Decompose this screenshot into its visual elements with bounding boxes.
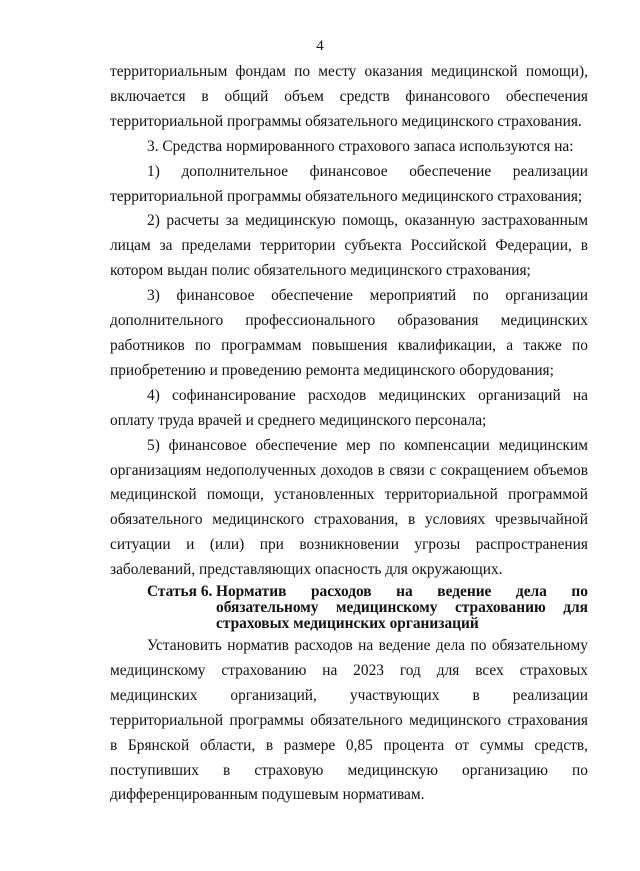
list-item-2: 2) расчеты за медицинскую помощь, оказанную застрахованным лицам за пределами территории субъекта Российской Федерации, в котором выдан полис обязательного медицинского страхования; <box>110 212 588 280</box>
page-number: 4 <box>316 38 324 54</box>
article-label: Статья 6. <box>147 583 213 601</box>
paragraph-point-3: 3. Средства нормированного страхового запаса используются на: <box>147 137 574 155</box>
article-heading <box>110 584 588 632</box>
list-item-1: 1) дополнительное финансовое обеспечение реализации территориальной программы обязательного медицинского страхования; <box>110 162 588 205</box>
document-body <box>110 60 588 808</box>
list-item-4: 4) софинансирование расходов медицинских организаций на оплату труда врачей и среднего медицинского персонала; <box>110 386 588 429</box>
paragraph-continuation: территориальным фондам по месту оказания медицинской помощи), включается в общий объем средств финансового обеспечения территориальной программы обязательного медицинского страхования. <box>110 63 588 130</box>
list-item-3: 3) финансовое обеспечение мероприятий по организации дополнительного профессионального образования медицинских работников по программам повышения квалификации, а также по приобретению и проведению ремонта медицинского оборудования; <box>110 287 588 379</box>
list-item-5: 5) финансовое обеспечение мер по компенсации медицинским организациям недополученных доходов в связи с сокращением объемов медицинской помощи, установленных территориальной программой обязательного медицинского страхования, в условиях чрезвычайной ситуации и (или) при возникновении угрозы распространения заболеваний, представляющих опасность для окружающих. <box>110 436 588 579</box>
paragraph-article-6: Установить норматив расходов на ведение дела по обязательному медицинскому страхованию на 2023 год для всех страховых медицинских организаций, участвующих в реализации территориальной программы обязательного медицинского страхования в Брянской области, в размере 0,85 процента от суммы средств, поступивших в страховую медицинскую организацию по дифференцированным подушевым нормативам. <box>110 637 588 804</box>
article-title: Норматив расходов на ведение дела по обязательному медицинскому страхованию для страховых медицинских организаций <box>216 583 588 633</box>
